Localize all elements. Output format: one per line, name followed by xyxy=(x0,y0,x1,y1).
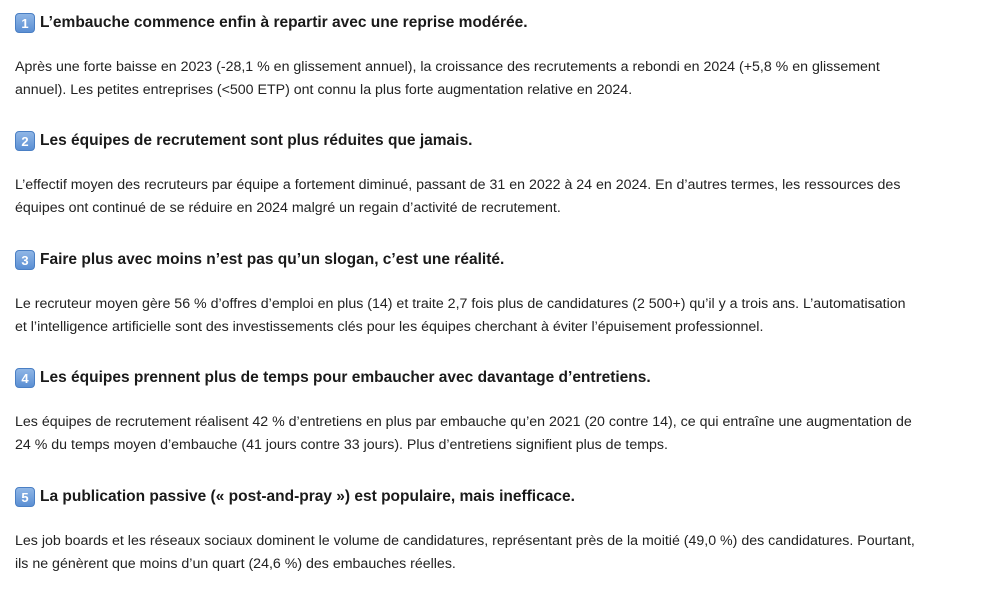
keycap-3-icon: 3 xyxy=(15,250,35,270)
paragraph-line: équipes ont continué de se réduire en 2024 malgré un regain d’activité de recrutement. xyxy=(15,200,561,216)
heading-text: Les équipes de recrutement sont plus réduites que jamais. xyxy=(40,132,473,149)
section-paragraph xyxy=(15,530,945,576)
section-heading xyxy=(15,130,945,152)
paragraph-line: 24 % du temps moyen d’embauche (41 jours contre 33 jours). Plus d’entretiens signifient plus de temps. xyxy=(15,437,668,453)
keycap-2-icon: 2 xyxy=(15,131,35,151)
section-paragraph xyxy=(15,56,945,102)
paragraph-line: Les équipes de recrutement réalisent 42 % d’entretiens en plus par embauche qu’en 2021 (20 contre 14), ce qui entraîne une augmentation de xyxy=(15,414,912,430)
section-heading xyxy=(15,367,945,389)
section-paragraph xyxy=(15,293,945,339)
section-heading xyxy=(15,486,945,508)
paragraph-line: Les job boards et les réseaux sociaux dominent le volume de candidatures, représentant près de la moitié (49,0 %) des candidatures. Pourtant, xyxy=(15,533,915,549)
section-2 xyxy=(15,130,945,220)
section-5 xyxy=(15,486,945,576)
section-heading xyxy=(15,249,945,271)
section-paragraph xyxy=(15,174,945,220)
section-paragraph xyxy=(15,411,945,457)
paragraph-line: et l’intelligence artificielle sont des investissements clés pour les équipes cherchant à éviter l’épuisement professionnel. xyxy=(15,319,764,335)
section-1 xyxy=(15,12,945,102)
heading-text: Les équipes prennent plus de temps pour embaucher avec davantage d’entretiens. xyxy=(40,369,651,386)
keycap-1-icon: 1 xyxy=(15,13,35,33)
heading-text: Faire plus avec moins n’est pas qu’un slogan, c’est une réalité. xyxy=(40,251,505,268)
section-4 xyxy=(15,367,945,457)
paragraph-line: L’effectif moyen des recruteurs par équipe a fortement diminué, passant de 31 en 2022 à 24 en 2024. En d’autres termes, les ressources des xyxy=(15,177,901,193)
section-3 xyxy=(15,249,945,339)
heading-text: La publication passive (« post-and-pray ») est populaire, mais inefficace. xyxy=(40,488,575,505)
paragraph-line: annuel). Les petites entreprises (<500 ETP) ont connu la plus forte augmentation relative en 2024. xyxy=(15,82,633,98)
keycap-5-icon: 5 xyxy=(15,487,35,507)
heading-text: L’embauche commence enfin à repartir avec une reprise modérée. xyxy=(40,14,528,31)
section-heading xyxy=(15,12,945,34)
paragraph-line: Le recruteur moyen gère 56 % d’offres d’emploi en plus (14) et traite 2,7 fois plus de candidatures (2 500+) qu’il y a trois ans. L’automatisation xyxy=(15,296,906,312)
paragraph-line: Après une forte baisse en 2023 (-28,1 % en glissement annuel), la croissance des recrutements a rebondi en 2024 (+5,8 % en glissement xyxy=(15,59,880,75)
paragraph-line: ils ne génèrent que moins d’un quart (24,6 %) des embauches réelles. xyxy=(15,556,456,572)
keycap-4-icon: 4 xyxy=(15,368,35,388)
